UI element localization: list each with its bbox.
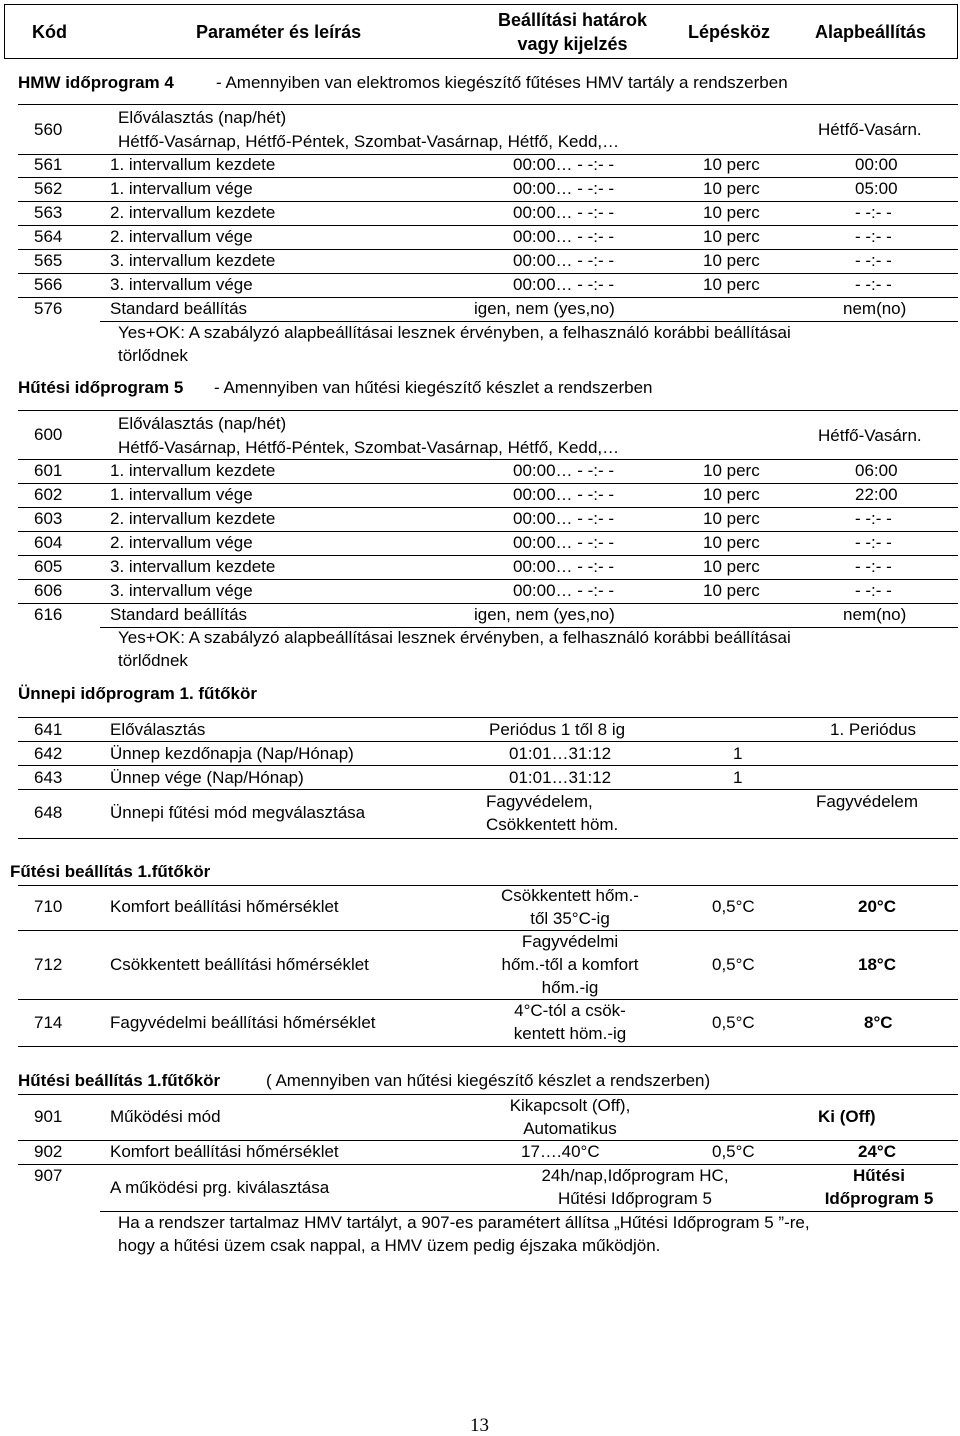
- param-default: Hétfő-Vasárn.: [818, 120, 922, 139]
- param-range: Automatikus: [523, 1119, 617, 1138]
- param-label: 3. intervallum vége: [110, 581, 253, 600]
- param-default: - -:- -: [855, 533, 892, 552]
- row-separator: [18, 459, 958, 460]
- header-param: Paraméter és leírás: [196, 22, 362, 42]
- param-range: 00:00… - -:- -: [513, 227, 615, 246]
- row-separator: [18, 297, 958, 298]
- param-default: nem(no): [843, 299, 907, 318]
- param-range: hőm.-ig: [541, 978, 599, 997]
- note-text: Yes+OK: A szabályzó alapbeállításai lesznek érvényben, a felhasználó korábbi beállításai: [118, 323, 791, 342]
- param-step: 10 perc: [703, 203, 760, 222]
- param-code: 606: [34, 581, 63, 600]
- param-step: 0,5°C: [712, 955, 755, 974]
- row-separator: [18, 104, 958, 105]
- param-default: - -:- -: [855, 251, 892, 270]
- section-title: Hűtési beállítás 1.fűtőkör: [18, 1071, 221, 1090]
- param-label: 3. intervallum kezdete: [110, 557, 276, 576]
- row-separator: [18, 1094, 958, 1095]
- param-label: Standard beállítás: [110, 605, 248, 624]
- section-title: HMW időprogram 4: [18, 73, 174, 92]
- param-step: 10 perc: [703, 485, 760, 504]
- row-separator: [18, 999, 958, 1000]
- param-range: Fagyvédelem,: [486, 792, 593, 811]
- param-range: hőm.-től a komfort: [501, 955, 639, 974]
- param-code: 605: [34, 557, 63, 576]
- param-code: 564: [34, 227, 63, 246]
- row-separator: [18, 1140, 958, 1141]
- param-options: Hétfő-Vasárnap, Hétfő-Péntek, Szombat-Vasárnap, Hétfő, Kedd,…: [118, 438, 620, 457]
- param-code: 641: [34, 720, 63, 739]
- param-range: Hűtési Időprogram 5: [557, 1189, 713, 1208]
- param-range: 00:00… - -:- -: [513, 275, 615, 294]
- header-code: Kód: [32, 22, 67, 42]
- param-default: 06:00: [855, 461, 898, 480]
- param-label: Ünnepi fűtési mód megválasztása: [110, 803, 366, 822]
- param-label: 3. intervallum vége: [110, 275, 253, 294]
- param-range: 00:00… - -:- -: [513, 251, 615, 270]
- param-range: Csökkentett hőm.-: [501, 886, 639, 905]
- row-separator: [100, 321, 958, 322]
- row-separator: [18, 930, 958, 931]
- row-separator: [18, 249, 958, 250]
- param-range: 00:00… - -:- -: [513, 533, 615, 552]
- param-step: 0,5°C: [712, 897, 755, 916]
- param-code: 643: [34, 768, 63, 787]
- param-options: Hétfő-Vasárnap, Hétfő-Péntek, Szombat-Vasárnap, Hétfő, Kedd,…: [118, 132, 620, 151]
- param-step: 10 perc: [703, 461, 760, 480]
- param-code: 642: [34, 744, 63, 763]
- param-step: 10 perc: [703, 155, 760, 174]
- section-description: ( Amennyiben van hűtési kiegészítő készlet a rendszerben): [266, 1071, 711, 1090]
- param-default: Ki (Off): [818, 1107, 876, 1126]
- param-code: 560: [34, 120, 63, 139]
- note-text: Ha a rendszer tartalmaz HMV tartályt, a 907-es paramétert állítsa „Hűtési Időprogram 5 ”-re,: [118, 1213, 810, 1232]
- param-label: Működési mód: [110, 1107, 221, 1126]
- param-range: 24h/nap,Időprogram HC,: [541, 1166, 729, 1185]
- header-limits-line1: Beállítási határok: [497, 10, 648, 30]
- row-separator: [18, 177, 958, 178]
- param-range: 00:00… - -:- -: [513, 509, 615, 528]
- row-separator: [18, 273, 958, 274]
- row-separator: [100, 1211, 958, 1212]
- param-code: 710: [34, 897, 63, 916]
- row-separator: [18, 1046, 958, 1047]
- param-code: 602: [34, 485, 63, 504]
- param-label: 2. intervallum vége: [110, 227, 253, 246]
- param-range: 00:00… - -:- -: [513, 179, 615, 198]
- param-label: 3. intervallum kezdete: [110, 251, 276, 270]
- param-label: 1. intervallum kezdete: [110, 461, 276, 480]
- param-code: 601: [34, 461, 63, 480]
- row-separator: [18, 579, 958, 580]
- param-default: 1. Periódus: [830, 720, 916, 739]
- section-title: Fűtési beállítás 1.fűtőkör: [10, 862, 211, 881]
- row-separator: [18, 1164, 958, 1165]
- param-label: Előválasztás (nap/hét): [118, 414, 287, 433]
- param-code: 712: [34, 955, 63, 974]
- param-range: 00:00… - -:- -: [513, 557, 615, 576]
- header-default: Alapbeállítás: [815, 22, 927, 42]
- row-separator: [18, 765, 958, 766]
- param-label: 2. intervallum kezdete: [110, 509, 276, 528]
- param-label: Komfort beállítási hőmérséklet: [110, 897, 339, 916]
- table-border-top: [4, 4, 958, 5]
- param-code: 576: [34, 299, 63, 318]
- row-separator: [18, 555, 958, 556]
- param-code: 714: [34, 1013, 63, 1032]
- param-code: 561: [34, 155, 63, 174]
- table-border-right: [957, 4, 958, 58]
- param-range: kentett höm.-ig: [513, 1024, 627, 1043]
- note-text: törlődnek: [118, 346, 188, 365]
- param-label: Ünnep kezdőnapja (Nap/Hónap): [110, 744, 354, 763]
- param-range: Kikapcsolt (Off),: [509, 1096, 631, 1115]
- param-step: 10 perc: [703, 509, 760, 528]
- param-range: igen, nem (yes,no): [474, 605, 615, 624]
- row-separator: [18, 789, 958, 790]
- param-step: 1: [733, 768, 743, 787]
- param-range: 00:00… - -:- -: [513, 461, 615, 480]
- param-code: 603: [34, 509, 63, 528]
- param-label: Standard beállítás: [110, 299, 248, 318]
- row-separator: [18, 483, 958, 484]
- section-title: Hűtési időprogram 5: [18, 378, 184, 397]
- param-range: 4°C-tól a csök-: [514, 1001, 626, 1020]
- row-separator: [18, 741, 958, 742]
- param-step: 10 perc: [703, 251, 760, 270]
- param-label: 1. intervallum kezdete: [110, 155, 276, 174]
- param-range: től 35°C-ig: [530, 909, 610, 928]
- param-label: Előválasztás: [110, 720, 206, 739]
- row-separator: [18, 507, 958, 508]
- header-limits-line2: vagy kijelzés: [517, 34, 628, 54]
- param-default: 20°C: [858, 897, 896, 916]
- param-default: 00:00: [855, 155, 898, 174]
- param-range: 00:00… - -:- -: [513, 581, 615, 600]
- param-code: 563: [34, 203, 63, 222]
- param-code: 648: [34, 803, 63, 822]
- header-separator: [4, 58, 958, 59]
- param-label: 2. intervallum vége: [110, 533, 253, 552]
- param-default: Időprogram 5: [824, 1189, 934, 1208]
- param-default: 24°C: [858, 1142, 896, 1161]
- param-step: 1: [733, 744, 743, 763]
- param-default: nem(no): [843, 605, 907, 624]
- param-range: 17….40°C: [521, 1142, 600, 1161]
- param-default: - -:- -: [855, 557, 892, 576]
- param-step: 10 perc: [703, 581, 760, 600]
- param-default: 8°C: [864, 1013, 893, 1032]
- param-label: Előválasztás (nap/hét): [118, 108, 287, 127]
- param-code: 907: [34, 1166, 63, 1185]
- param-default: Fagyvédelem: [816, 792, 919, 811]
- param-step: 10 perc: [703, 179, 760, 198]
- row-separator: [18, 410, 958, 411]
- param-range: igen, nem (yes,no): [474, 299, 615, 318]
- param-code: 565: [34, 251, 63, 270]
- note-text: Yes+OK: A szabályzó alapbeállításai lesznek érvényben, a felhasználó korábbi beállításai: [118, 628, 791, 647]
- param-range: 00:00… - -:- -: [513, 155, 615, 174]
- row-separator: [18, 603, 958, 604]
- section-title: Ünnepi időprogram 1. fűtőkör: [18, 684, 257, 703]
- param-label: Ünnep vége (Nap/Hónap): [110, 768, 304, 787]
- param-code: 902: [34, 1142, 63, 1161]
- param-label: Fagyvédelmi beállítási hőmérséklet: [110, 1013, 376, 1032]
- param-label: Komfort beállítási hőmérséklet: [110, 1142, 339, 1161]
- param-step: 10 perc: [703, 275, 760, 294]
- param-label: A működési prg. kiválasztása: [110, 1178, 330, 1197]
- param-range: 00:00… - -:- -: [513, 203, 615, 222]
- note-text: hogy a hűtési üzem csak nappal, a HMV üzem pedig éjszaka működjön.: [118, 1236, 661, 1255]
- note-text: törlődnek: [118, 651, 188, 670]
- table-border-left: [4, 4, 5, 58]
- row-separator: [18, 201, 958, 202]
- param-default: 18°C: [858, 955, 896, 974]
- header-step: Lépésköz: [688, 22, 771, 42]
- param-code: 901: [34, 1107, 63, 1126]
- row-separator: [18, 717, 958, 718]
- param-default: - -:- -: [855, 509, 892, 528]
- param-default: - -:- -: [855, 203, 892, 222]
- param-code: 566: [34, 275, 63, 294]
- param-range: Csökkentett höm.: [486, 815, 619, 834]
- param-default: - -:- -: [855, 227, 892, 246]
- page-number: 13: [470, 1415, 489, 1436]
- param-code: 562: [34, 179, 63, 198]
- param-label: 1. intervallum vége: [110, 179, 253, 198]
- param-default: - -:- -: [855, 275, 892, 294]
- row-separator: [18, 531, 958, 532]
- param-default: Hűtési: [853, 1166, 905, 1185]
- param-range: 00:00… - -:- -: [513, 485, 615, 504]
- param-step: 0,5°C: [712, 1142, 755, 1161]
- param-default: Hétfő-Vasárn.: [818, 426, 922, 445]
- param-step: 10 perc: [703, 557, 760, 576]
- param-range: Fagyvédelmi: [521, 932, 619, 951]
- param-range: 01:01…31:12: [509, 744, 612, 763]
- section-description: - Amennyiben van hűtési kiegészítő készlet a rendszerben: [214, 378, 653, 397]
- param-step: 0,5°C: [712, 1013, 755, 1032]
- param-label: Csökkentett beállítási hőmérséklet: [110, 955, 369, 974]
- param-default: 22:00: [855, 485, 898, 504]
- param-default: 05:00: [855, 179, 898, 198]
- param-step: 10 perc: [703, 227, 760, 246]
- param-step: 10 perc: [703, 533, 760, 552]
- row-separator: [18, 838, 958, 839]
- param-code: 616: [34, 605, 63, 624]
- param-range: Periódus 1 től 8 ig: [489, 720, 626, 739]
- param-default: - -:- -: [855, 581, 892, 600]
- param-range: 01:01…31:12: [509, 768, 612, 787]
- param-code: 604: [34, 533, 63, 552]
- row-separator: [18, 225, 958, 226]
- param-label: 1. intervallum vége: [110, 485, 253, 504]
- param-label: 2. intervallum kezdete: [110, 203, 276, 222]
- section-description: - Amennyiben van elektromos kiegészítő fűtéses HMV tartály a rendszerben: [216, 73, 788, 92]
- param-code: 600: [34, 425, 63, 444]
